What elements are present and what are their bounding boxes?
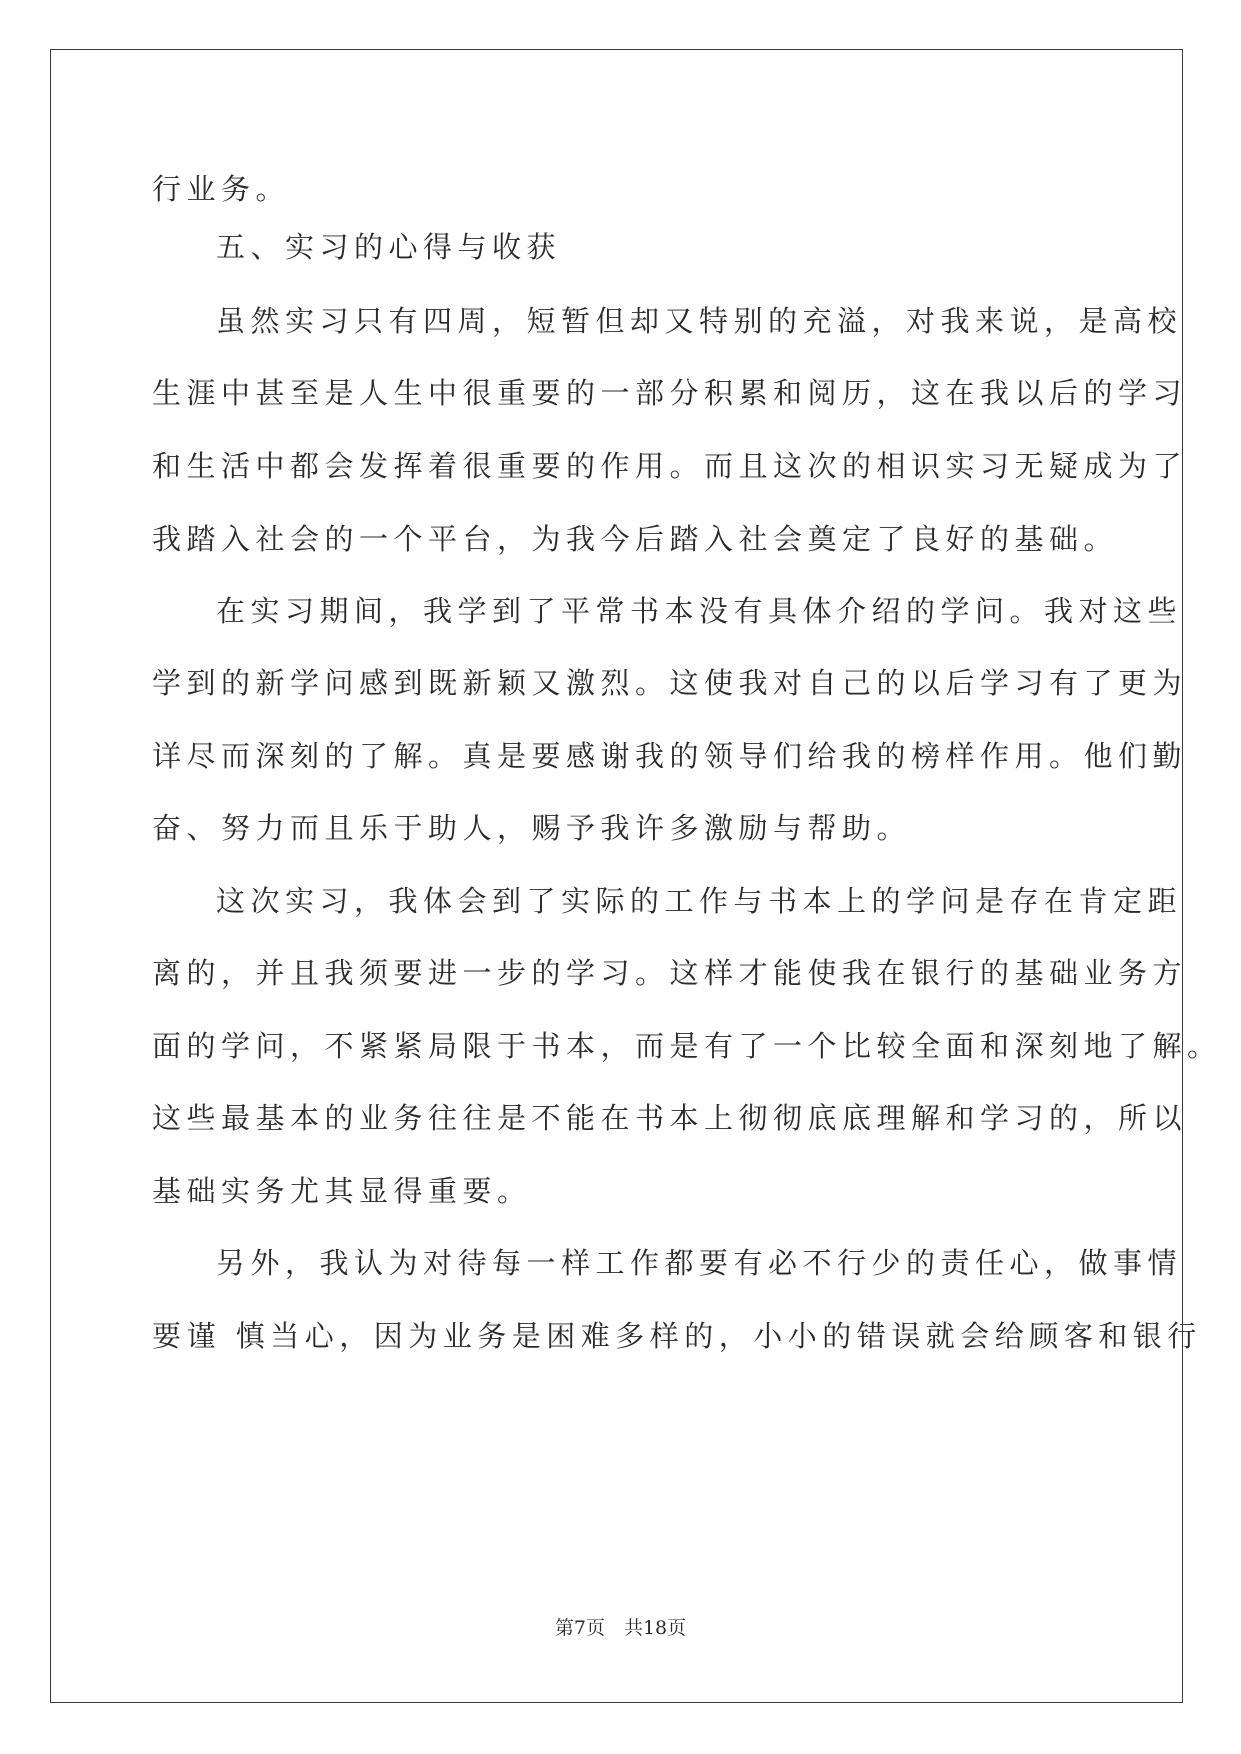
text-line: 基础实务尤其显得重要。 <box>152 1174 532 1208</box>
text-line: 这次实习，我体会到了实际的工作与书本上的学问是存在肯定距 <box>216 884 1183 918</box>
text-line: 和生活中都会发挥着很重要的作用。而且这次的相识实习无疑成为了 <box>152 449 1188 483</box>
text-line: 行业务。 <box>152 172 291 206</box>
text-line: 详尽而深刻的了解。真是要感谢我的领导们给我的榜样作用。他们勤 <box>152 739 1188 773</box>
text-line: 我踏入社会的一个平台，为我今后踏入社会奠定了良好的基础。 <box>152 522 1119 556</box>
text-line: 学到的新学问感到既新颖又激烈。这使我对自己的以后学习有了更为 <box>152 666 1188 700</box>
section-heading: 五、实习的心得与收获 <box>216 230 562 264</box>
text-line: 奋、努力而且乐于助人，赐予我许多激励与帮助。 <box>152 811 912 845</box>
text-line: 要谨 慎当心，因为业务是困难多样的，小小的错误就会给顾客和银行 <box>152 1319 1202 1353</box>
page-border <box>50 49 1183 1703</box>
text-line: 这些最基本的业务往往是不能在书本上彻彻底底理解和学习的，所以 <box>152 1101 1188 1135</box>
text-line: 另外，我认为对待每一样工作都要有必不行少的责任心，做事情 <box>216 1246 1183 1280</box>
text-line: 在实习期间，我学到了平常书本没有具体介绍的学问。我对这些 <box>216 594 1183 628</box>
text-line: 面的学问，不紧紧局限于书本，而是有了一个比较全面和深刻地了解。 <box>152 1029 1222 1063</box>
text-line: 离的，并且我须要进一步的学习。这样才能使我在银行的基础业务方 <box>152 956 1188 990</box>
text-line: 生涯中甚至是人生中很重要的一部分积累和阅历，这在我以后的学习 <box>152 376 1188 410</box>
page-number: 第7页 共18页 <box>554 1617 687 1639</box>
text-line: 虽然实习只有四周，短暂但却又特别的充溢，对我来说，是高校 <box>216 304 1183 338</box>
